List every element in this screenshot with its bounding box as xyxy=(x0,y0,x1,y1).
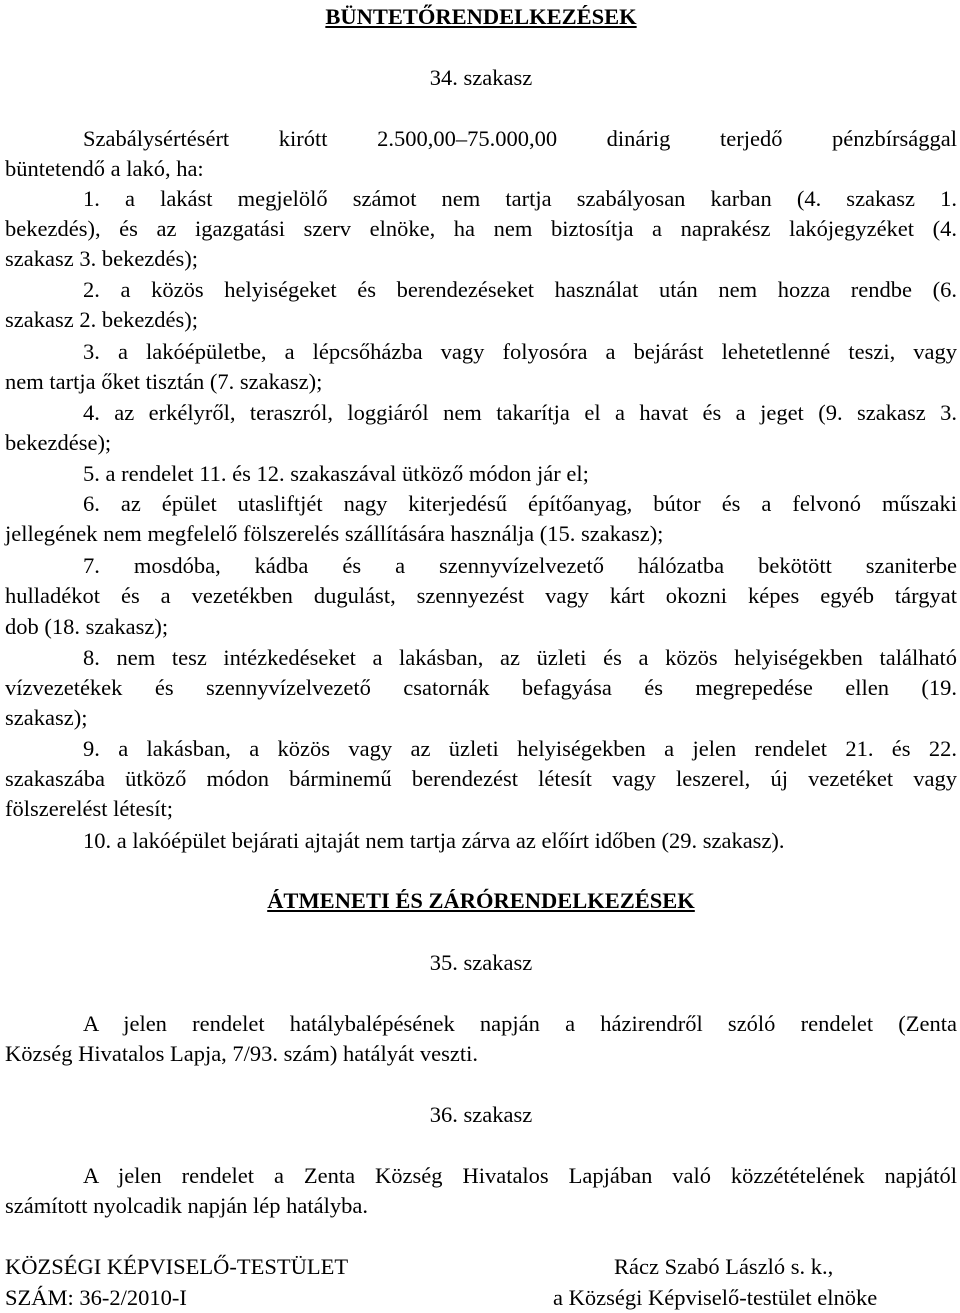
list-item-3-line-1: 3. a lakóépületbe, a lépcsőházba vagy folyosóra a bejárást lehetetlenné teszi, vagy xyxy=(83,339,957,364)
list-item-7-line-3: dob (18. szakasz); xyxy=(5,614,169,639)
list-item-2-line-1: 2. a közös helyiségeket és berendezéseket használat után nem hozza rendbe (6. xyxy=(83,277,957,302)
list-item-9-line-3: fölszerelést létesít; xyxy=(5,796,174,821)
section-35-line-2: Község Hivatalos Lapja, 7/93. szám) hatályát veszti. xyxy=(5,1041,478,1066)
section-36-line-1: A jelen rendelet a Zenta Község Hivatalos Lapjában való közzétételének napjától xyxy=(83,1163,957,1188)
section-35-title: 35. szakasz xyxy=(429,950,533,975)
list-item-2-line-2: szakasz 2. bekezdés); xyxy=(5,307,199,332)
list-item-3-line-2: nem tartja őket tisztán (7. szakasz); xyxy=(5,369,323,394)
list-item-6-line-2: jellegének nem megfelelő fölszerelés szállítására használja (15. szakasz); xyxy=(5,521,664,546)
list-item-1-line-2: bekezdés), és az igazgatási szerv elnöke, ha nem biztosítja a naprakész lakójegyzéket (4. xyxy=(5,216,957,241)
list-item-4-line-1: 4. az erkélyről, teraszról, loggiáról nem takarítja el a havat és a jeget (9. szakasz 3. xyxy=(83,400,957,425)
list-item-6-line-1: 6. az épület utasliftjét nagy kiterjedésű építőanyag, bútor és a felvonó műszaki xyxy=(83,491,957,516)
signatory-title: a Községi Képviselő-testület elnöke xyxy=(553,1285,878,1310)
section-34-title: 34. szakasz xyxy=(429,65,533,90)
list-item-5-line-1: 5. a rendelet 11. és 12. szakaszával ütköző módon jár el; xyxy=(83,461,589,486)
list-item-8-line-1: 8. nem tesz intézkedéseket a lakásban, az üzleti és a közös helyiségekben található xyxy=(83,645,957,670)
list-item-9-line-2: szakaszába ütköző módon bárminemű berendezést létesít vagy leszerel, új vezetéket vagy xyxy=(5,766,957,791)
transitional-provisions-heading: ÁTMENETI ÉS ZÁRÓRENDELKEZÉSEK xyxy=(267,888,695,913)
list-item-7-line-2: hulladékot és a vezetékben dugulást, szennyezést vagy kárt okozni képes egyéb tárgyat xyxy=(5,583,957,608)
list-item-10-line-1: 10. a lakóépület bejárati ajtaját nem tartja zárva az előírt időben (29. szakasz). xyxy=(83,828,785,853)
penal-provisions-heading: BÜNTETŐRENDELKEZÉSEK xyxy=(325,4,637,29)
list-item-4-line-2: bekezdése); xyxy=(5,430,112,455)
document-number: SZÁM: 36-2/2010-I xyxy=(5,1285,187,1310)
list-item-8-line-2: vízvezetékek és szennyvízelvezető csatornák befagyása és megrepedése ellen (19. xyxy=(5,675,957,700)
list-item-1-line-3: szakasz 3. bekezdés); xyxy=(5,246,199,271)
section-35-line-1: A jelen rendelet hatálybalépésének napján a házirendről szóló rendelet (Zenta xyxy=(83,1011,957,1036)
section-36-title: 36. szakasz xyxy=(429,1102,533,1127)
signatory-name: Rácz Szabó László s. k., xyxy=(614,1254,834,1279)
list-item-7-line-1: 7. mosdóba, kádba és a szennyvízelvezető hálózatba bekötött szaniterbe xyxy=(83,553,957,578)
council-name: KÖZSÉGI KÉPVISELŐ-TESTÜLET xyxy=(5,1254,349,1279)
intro-line-2: büntetendő a lakó, ha: xyxy=(5,156,204,181)
list-item-1-line-1: 1. a lakást megjelölő számot nem tartja szabályosan karban (4. szakasz 1. xyxy=(83,186,957,211)
list-item-8-line-3: szakasz); xyxy=(5,705,88,730)
section-36-line-2: számított nyolcadik napján lép hatályba. xyxy=(5,1193,369,1218)
intro-line-1: Szabálysértésért kirótt 2.500,00–75.000,00 dinárig terjedő pénzbírsággal xyxy=(83,126,957,151)
list-item-9-line-1: 9. a lakásban, a közös vagy az üzleti helyiségekben a jelen rendelet 21. és 22. xyxy=(83,736,957,761)
